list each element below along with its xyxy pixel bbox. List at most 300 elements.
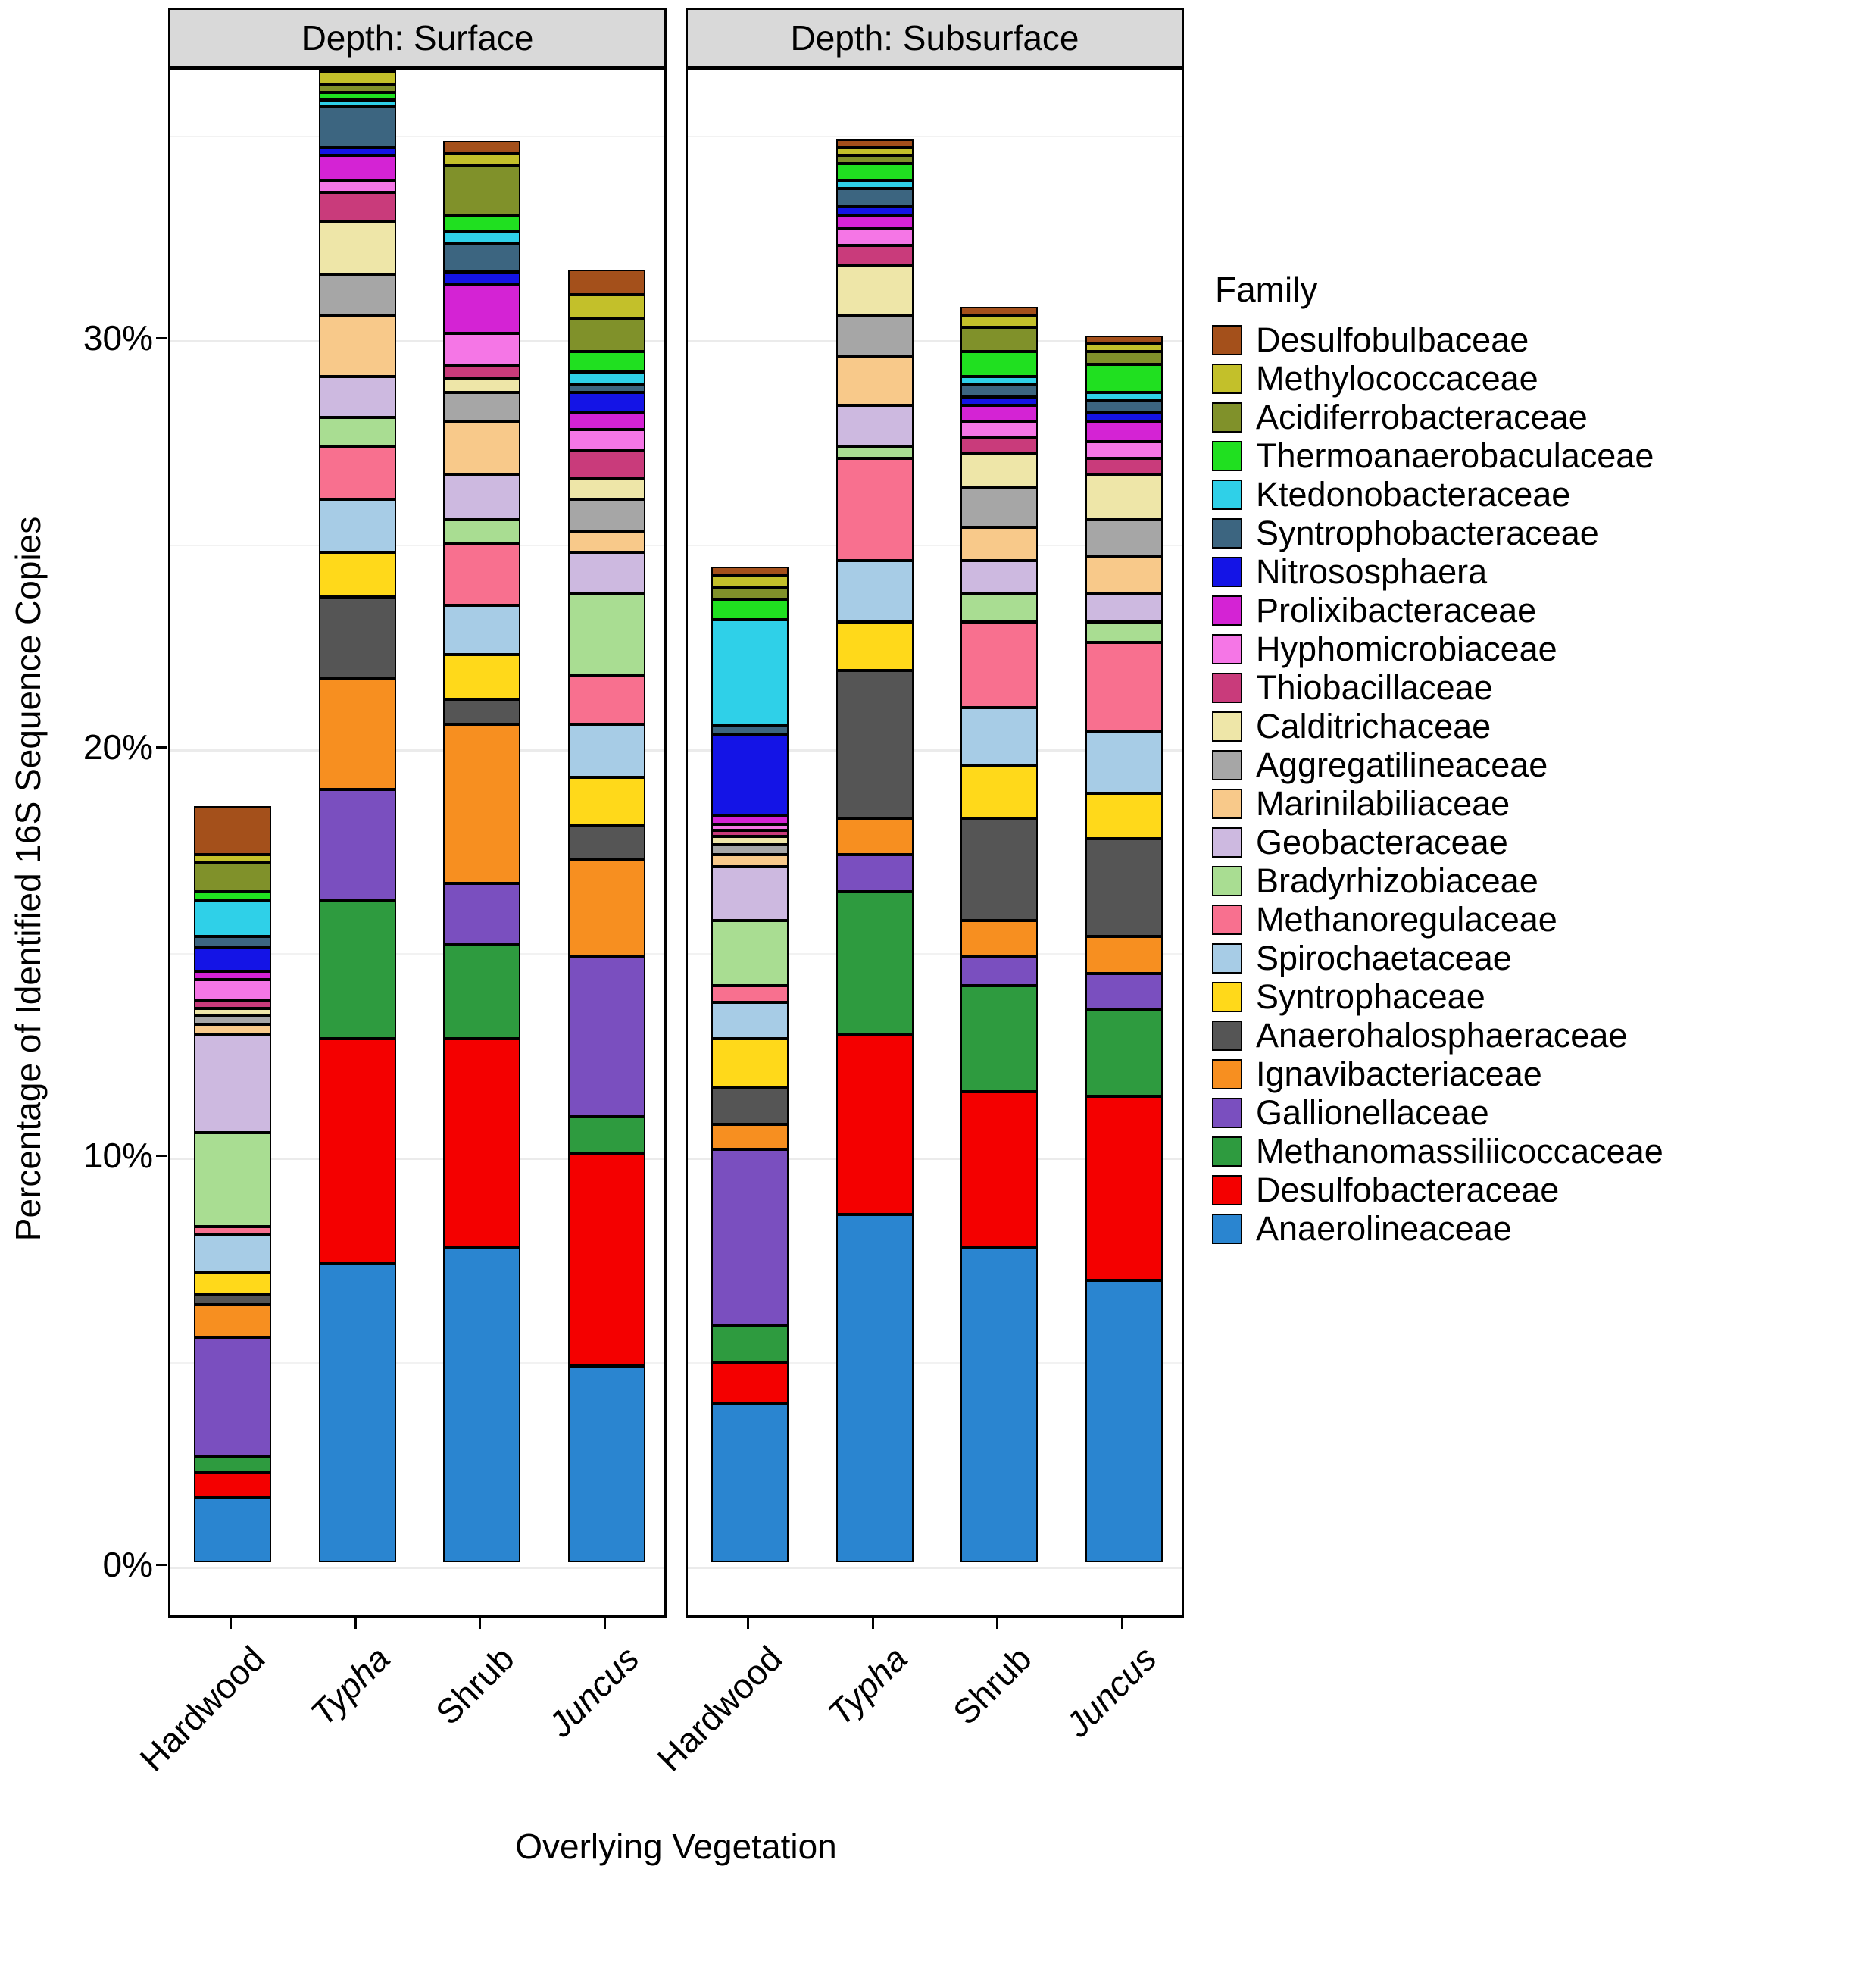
legend-item[interactable] — [1212, 1132, 1863, 1171]
x-tick-mark — [747, 1618, 749, 1629]
bar-segment[interactable] — [194, 900, 271, 937]
bar-segment[interactable] — [960, 487, 1038, 528]
legend-item[interactable] — [1212, 398, 1863, 436]
bar-segment[interactable] — [443, 544, 520, 605]
bar-segment[interactable] — [319, 446, 396, 499]
bar-segment[interactable] — [836, 155, 914, 164]
x-tick-label: Juncus — [1057, 1638, 1164, 1745]
bar-segment[interactable] — [568, 450, 645, 479]
x-tick-mark — [479, 1618, 481, 1629]
bar-segment[interactable] — [319, 679, 396, 789]
bar-segment[interactable] — [711, 816, 789, 824]
bar-segment[interactable] — [836, 229, 914, 245]
bar-segment[interactable] — [1085, 593, 1163, 622]
bar-segment[interactable] — [960, 818, 1038, 921]
bar-segment[interactable] — [443, 215, 520, 232]
bar-segment[interactable] — [711, 1403, 789, 1562]
bar-segment[interactable] — [711, 824, 789, 830]
bar-segment[interactable] — [568, 372, 645, 384]
bar-segment[interactable] — [711, 845, 789, 855]
bar-segment[interactable] — [194, 936, 271, 946]
legend-label: Spirochaetaceae — [1256, 938, 1512, 977]
bar-segment[interactable] — [836, 1214, 914, 1562]
bar-segment[interactable] — [836, 458, 914, 561]
bar-segment[interactable] — [194, 1016, 271, 1024]
bar-segment[interactable] — [711, 867, 789, 920]
legend-swatch — [1212, 711, 1242, 742]
stacked-bar[interactable] — [711, 68, 789, 1562]
bar-segment[interactable] — [443, 333, 520, 366]
bar-segment[interactable] — [836, 245, 914, 266]
legend-label: Syntrophobacteraceae — [1256, 513, 1599, 552]
bar-segment[interactable] — [568, 295, 645, 319]
legend-swatch — [1212, 325, 1242, 355]
panel-surface — [168, 68, 667, 1618]
bar-segment[interactable] — [1085, 936, 1163, 974]
bar-segment[interactable] — [568, 552, 645, 593]
y-tick-mark — [156, 1155, 167, 1157]
legend-swatch — [1212, 595, 1242, 626]
bar-segment[interactable] — [836, 266, 914, 315]
bar-segment[interactable] — [319, 900, 396, 1039]
bar-segment[interactable] — [1085, 732, 1163, 793]
y-tick-mark — [156, 1564, 167, 1566]
bar-segment[interactable] — [960, 986, 1038, 1092]
bar-segment[interactable] — [836, 855, 914, 892]
bar-segment[interactable] — [443, 724, 520, 883]
bar-segment[interactable] — [319, 417, 396, 446]
bar-segment[interactable] — [960, 397, 1038, 405]
bar-segment[interactable] — [194, 806, 271, 855]
legend-swatch — [1212, 402, 1242, 433]
bar-segment[interactable] — [836, 139, 914, 148]
bar-segment[interactable] — [319, 274, 396, 315]
bar-segment[interactable] — [1085, 392, 1163, 401]
bar-segment[interactable] — [1085, 839, 1163, 937]
legend-item[interactable] — [1212, 514, 1863, 552]
bar-segment[interactable] — [960, 1247, 1038, 1562]
bar-segment[interactable] — [568, 826, 645, 858]
bar-segment[interactable] — [443, 605, 520, 655]
bar-segment[interactable] — [1085, 364, 1163, 393]
bar-segment[interactable] — [1085, 344, 1163, 352]
bar-segment[interactable] — [1085, 413, 1163, 421]
y-tick-mark — [156, 337, 167, 339]
x-tick-mark — [872, 1618, 874, 1629]
bar-segment[interactable] — [836, 670, 914, 817]
bar-segment[interactable] — [960, 708, 1038, 765]
legend-swatch — [1212, 480, 1242, 510]
legend-item[interactable] — [1212, 475, 1863, 514]
bar-segment[interactable] — [711, 1149, 789, 1325]
bar-segment[interactable] — [960, 327, 1038, 352]
y-tick-label: 0% — [102, 1545, 153, 1584]
bar-segment[interactable] — [836, 180, 914, 189]
bar-segment[interactable] — [1085, 1280, 1163, 1562]
bar-segment[interactable] — [194, 1000, 271, 1008]
bar-segment[interactable] — [568, 777, 645, 827]
legend-item[interactable] — [1212, 939, 1863, 977]
bar-segment[interactable] — [1085, 622, 1163, 642]
bar-segment[interactable] — [711, 575, 789, 587]
bar-segment[interactable] — [960, 765, 1038, 818]
legend-label: Methanoregulaceae — [1256, 899, 1557, 939]
bar-segment[interactable] — [443, 231, 520, 243]
bar-segment[interactable] — [711, 830, 789, 836]
bar-segment[interactable] — [960, 377, 1038, 385]
legend-label: Thermoanaerobaculaceae — [1256, 436, 1654, 475]
legend-label: Gallionellaceae — [1256, 1092, 1489, 1132]
bar-segment[interactable] — [568, 1366, 645, 1562]
bar-segment[interactable] — [194, 1472, 271, 1496]
bar-segment[interactable] — [1085, 352, 1163, 364]
stacked-bar[interactable] — [960, 68, 1038, 1562]
bar-segment[interactable] — [836, 405, 914, 446]
bar-segment[interactable] — [194, 1008, 271, 1017]
legend-label: Calditrichaceae — [1256, 706, 1491, 746]
legend-swatch — [1212, 1021, 1242, 1051]
bar-segment[interactable] — [1085, 421, 1163, 442]
stacked-bar[interactable] — [319, 68, 396, 1562]
bar-segment[interactable] — [1085, 520, 1163, 557]
legend-label: Nitrososphaera — [1256, 552, 1488, 591]
bar-segment[interactable] — [194, 980, 271, 1000]
bar-segment[interactable] — [568, 413, 645, 430]
bar-segment[interactable] — [1085, 442, 1163, 458]
bar-segment[interactable] — [443, 655, 520, 699]
bar-segment[interactable] — [443, 474, 520, 519]
x-tick-mark — [1121, 1618, 1123, 1629]
bar-segment[interactable] — [960, 454, 1038, 486]
bar-segment[interactable] — [319, 155, 396, 180]
bar-segment[interactable] — [568, 532, 645, 552]
bar-segment[interactable] — [568, 675, 645, 724]
bar-segment[interactable] — [711, 1039, 789, 1088]
legend-label: Methanomassiliicoccaceae — [1256, 1131, 1663, 1171]
bar-segment[interactable] — [836, 622, 914, 671]
legend-swatch — [1212, 634, 1242, 664]
stacked-bar[interactable] — [568, 68, 645, 1562]
bar-segment[interactable] — [1085, 1010, 1163, 1096]
bar-segment[interactable] — [836, 215, 914, 230]
bar-segment[interactable] — [568, 352, 645, 372]
legend-swatch — [1212, 982, 1242, 1012]
legend-swatch — [1212, 441, 1242, 471]
bar-segment[interactable] — [443, 392, 520, 421]
bar-segment[interactable] — [443, 272, 520, 284]
legend-swatch — [1212, 1098, 1242, 1128]
bar-segment[interactable] — [194, 1035, 271, 1133]
bar-segment[interactable] — [960, 385, 1038, 397]
bar-segment[interactable] — [319, 180, 396, 192]
bar-segment[interactable] — [711, 567, 789, 575]
bar-segment[interactable] — [836, 164, 914, 180]
x-tick-label: Typha — [820, 1638, 915, 1733]
bar-segment[interactable] — [194, 1294, 271, 1304]
bar-segment[interactable] — [568, 1153, 645, 1366]
bar-segment[interactable] — [836, 189, 914, 207]
legend-item[interactable] — [1212, 977, 1863, 1016]
legend-label: Anaerolineaceae — [1256, 1208, 1512, 1248]
bar-segment[interactable] — [960, 421, 1038, 438]
bar-segment[interactable] — [319, 100, 396, 106]
legend-label: Geobacteraceae — [1256, 822, 1508, 861]
bar-segment[interactable] — [443, 166, 520, 215]
legend-swatch — [1212, 518, 1242, 549]
bar-segment[interactable] — [194, 863, 271, 892]
bar-segment[interactable] — [443, 243, 520, 272]
bar-segment[interactable] — [319, 148, 396, 156]
x-tick-mark — [230, 1618, 232, 1629]
x-tick-label: Shrub — [428, 1638, 522, 1733]
legend-item[interactable] — [1212, 630, 1863, 668]
bar-segment[interactable] — [443, 699, 520, 724]
x-axis-title: Overlying Vegetation — [515, 1827, 837, 1866]
bar-segment[interactable] — [711, 734, 789, 816]
bar-segment[interactable] — [568, 430, 645, 450]
y-tick-mark — [156, 746, 167, 749]
bar-segment[interactable] — [443, 366, 520, 378]
bar-segment[interactable] — [568, 499, 645, 532]
bar-segment[interactable] — [1085, 336, 1163, 344]
bar-segment[interactable] — [319, 68, 396, 72]
legend-label: Marinilabiliaceae — [1256, 783, 1510, 823]
bar-segment[interactable] — [319, 92, 396, 101]
legend-swatch — [1212, 789, 1242, 819]
bar-segment[interactable] — [568, 319, 645, 352]
x-tick-label: Hardwood — [132, 1638, 273, 1779]
bar-segment[interactable] — [443, 141, 520, 153]
bar-segment[interactable] — [960, 921, 1038, 958]
legend-swatch — [1212, 750, 1242, 780]
bar-segment[interactable] — [194, 1456, 271, 1473]
legend-label: Ktedonobacteraceae — [1256, 474, 1571, 514]
bar-segment[interactable] — [960, 438, 1038, 455]
bar-segment[interactable] — [1085, 974, 1163, 1011]
bar-segment[interactable] — [960, 307, 1038, 315]
legend-swatch — [1212, 866, 1242, 896]
bar-segment[interactable] — [960, 405, 1038, 422]
bar-segment[interactable] — [568, 392, 645, 413]
bar-segment[interactable] — [568, 1117, 645, 1154]
bar-segment[interactable] — [711, 1124, 789, 1149]
legend-label: Syntrophaceae — [1256, 977, 1485, 1016]
bar-segment[interactable] — [1085, 642, 1163, 733]
bar-segment[interactable] — [194, 1133, 271, 1227]
legend-item[interactable] — [1212, 1016, 1863, 1055]
bar-segment[interactable] — [711, 587, 789, 599]
bar-segment[interactable] — [1085, 793, 1163, 838]
bar-segment[interactable] — [711, 726, 789, 734]
bar-segment[interactable] — [711, 1325, 789, 1362]
bar-segment[interactable] — [960, 561, 1038, 593]
x-tick-label: Shrub — [945, 1638, 1039, 1733]
bar-segment[interactable] — [194, 1272, 271, 1295]
bar-segment[interactable] — [194, 1305, 271, 1337]
bar-segment[interactable] — [836, 446, 914, 458]
bar-segment[interactable] — [711, 855, 789, 867]
bar-segment[interactable] — [711, 599, 789, 620]
legend-label: Acidiferrobacteraceae — [1256, 397, 1588, 436]
bar-segment[interactable] — [836, 561, 914, 622]
legend-swatch — [1212, 673, 1242, 703]
bar-segment[interactable] — [319, 72, 396, 84]
x-tick-mark — [996, 1618, 998, 1629]
bar-segment[interactable] — [960, 957, 1038, 986]
legend-label: Desulfobulbaceae — [1256, 320, 1529, 359]
bar-segment[interactable] — [1085, 474, 1163, 519]
legend — [1212, 269, 1863, 1248]
bar-segment[interactable] — [194, 1227, 271, 1235]
bar-segment[interactable] — [836, 356, 914, 405]
legend-item[interactable] — [1212, 900, 1863, 939]
legend-label: Hyphomicrobiaceae — [1256, 629, 1557, 668]
bar-segment[interactable] — [194, 947, 271, 971]
bar-segment[interactable] — [319, 1039, 396, 1264]
legend-item[interactable] — [1212, 1209, 1863, 1248]
bar-segment[interactable] — [1085, 458, 1163, 475]
legend-item[interactable] — [1212, 668, 1863, 707]
legend-swatch — [1212, 905, 1242, 935]
bar-segment[interactable] — [711, 836, 789, 845]
legend-item[interactable] — [1212, 707, 1863, 746]
bar-segment[interactable] — [960, 527, 1038, 560]
bar-segment[interactable] — [568, 479, 645, 499]
bar-segment[interactable] — [1085, 401, 1163, 413]
bar-segment[interactable] — [568, 385, 645, 393]
legend-label: Thiobacillaceae — [1256, 667, 1493, 707]
x-tick-label: Typha — [302, 1638, 398, 1733]
bar-segment[interactable] — [319, 499, 396, 552]
legend-label: Bradyrhizobiaceae — [1256, 861, 1538, 900]
bar-segment[interactable] — [568, 859, 645, 958]
bar-segment[interactable] — [1085, 556, 1163, 593]
legend-swatch — [1212, 827, 1242, 858]
bar-segment[interactable] — [960, 622, 1038, 708]
bar-segment[interactable] — [443, 284, 520, 333]
bar-segment[interactable] — [568, 957, 645, 1116]
bar-segment[interactable] — [319, 84, 396, 92]
legend-item[interactable] — [1212, 359, 1863, 398]
legend-label: Prolixibacteraceae — [1256, 590, 1537, 630]
legend-swatch — [1212, 943, 1242, 974]
bar-segment[interactable] — [711, 1088, 789, 1125]
bar-segment[interactable] — [194, 855, 271, 863]
bar-segment[interactable] — [568, 593, 645, 675]
x-tick-mark — [354, 1618, 357, 1629]
panel-subsurface — [686, 68, 1184, 1618]
bar-segment[interactable] — [836, 1035, 914, 1214]
bar-segment[interactable] — [443, 883, 520, 945]
bar-segment[interactable] — [319, 377, 396, 417]
legend-swatch — [1212, 1059, 1242, 1089]
legend-swatch — [1212, 1214, 1242, 1244]
legend-item[interactable] — [1212, 746, 1863, 784]
bar-segment[interactable] — [319, 552, 396, 597]
facet-strip-label: Depth: Surface — [168, 8, 667, 68]
bar-segment[interactable] — [836, 148, 914, 156]
legend-item[interactable] — [1212, 861, 1863, 900]
bar-segment[interactable] — [711, 620, 789, 726]
bar-segment[interactable] — [319, 789, 396, 900]
bar-segment[interactable] — [568, 270, 645, 294]
facet-strip-label: Depth: Subsurface — [686, 8, 1184, 68]
gridline-major — [170, 1567, 664, 1569]
bar-segment[interactable] — [960, 1092, 1038, 1247]
x-tick-label: Hardwood — [649, 1638, 790, 1779]
legend-item[interactable] — [1212, 552, 1863, 591]
bar-segment[interactable] — [443, 154, 520, 166]
bar-segment[interactable] — [711, 921, 789, 986]
legend-label: Ignavibacteriaceae — [1256, 1054, 1542, 1093]
bar-segment[interactable] — [1085, 1096, 1163, 1280]
bar-segment[interactable] — [568, 724, 645, 777]
legend-item[interactable] — [1212, 1093, 1863, 1132]
legend-item[interactable] — [1212, 823, 1863, 861]
legend-swatch — [1212, 1136, 1242, 1167]
bar-segment[interactable] — [443, 421, 520, 474]
legend-label: Aggregatilineaceae — [1256, 745, 1548, 784]
bar-segment[interactable] — [194, 1337, 271, 1456]
legend-swatch — [1212, 364, 1242, 394]
bar-segment[interactable] — [319, 597, 396, 679]
legend-item[interactable] — [1212, 1055, 1863, 1093]
bar-segment[interactable] — [836, 207, 914, 215]
x-tick-label: Juncus — [540, 1638, 647, 1745]
bar-segment[interactable] — [711, 986, 789, 1002]
bar-segment[interactable] — [443, 1247, 520, 1562]
bar-segment[interactable] — [194, 1497, 271, 1562]
stacked-bar[interactable] — [443, 68, 520, 1562]
bar-segment[interactable] — [319, 315, 396, 377]
bar-segment[interactable] — [319, 192, 396, 221]
bar-segment[interactable] — [319, 221, 396, 274]
bar-segment[interactable] — [960, 593, 1038, 622]
bar-segment[interactable] — [194, 1024, 271, 1034]
bar-segment[interactable] — [711, 1362, 789, 1403]
bar-segment[interactable] — [194, 892, 271, 900]
bar-segment[interactable] — [319, 1264, 396, 1562]
legend-items — [1212, 320, 1863, 1248]
bar-segment[interactable] — [960, 315, 1038, 327]
bar-segment[interactable] — [836, 315, 914, 356]
bar-segment[interactable] — [443, 378, 520, 392]
bar-segment[interactable] — [443, 1039, 520, 1247]
x-tick-mark — [604, 1618, 606, 1629]
bar-segment[interactable] — [836, 892, 914, 1035]
legend-title: Family — [1215, 270, 1318, 309]
legend-item[interactable] — [1212, 591, 1863, 630]
bar-segment[interactable] — [319, 107, 396, 148]
legend-label: Methylococcaceae — [1256, 358, 1538, 398]
bar-segment[interactable] — [960, 352, 1038, 376]
legend-swatch — [1212, 557, 1242, 587]
stacked-bar[interactable] — [1085, 68, 1163, 1562]
legend-item[interactable] — [1212, 1171, 1863, 1209]
bar-segment[interactable] — [711, 1002, 789, 1039]
bar-segment[interactable] — [443, 520, 520, 544]
y-tick-label: 10% — [83, 1136, 153, 1176]
legend-item[interactable] — [1212, 784, 1863, 823]
bar-segment[interactable] — [194, 1235, 271, 1272]
legend-item[interactable] — [1212, 436, 1863, 475]
bar-segment[interactable] — [194, 971, 271, 980]
bar-segment[interactable] — [443, 945, 520, 1039]
bar-segment[interactable] — [836, 818, 914, 855]
stacked-bar[interactable] — [194, 68, 271, 1562]
stacked-bar[interactable] — [836, 68, 914, 1562]
legend-item[interactable] — [1212, 320, 1863, 359]
